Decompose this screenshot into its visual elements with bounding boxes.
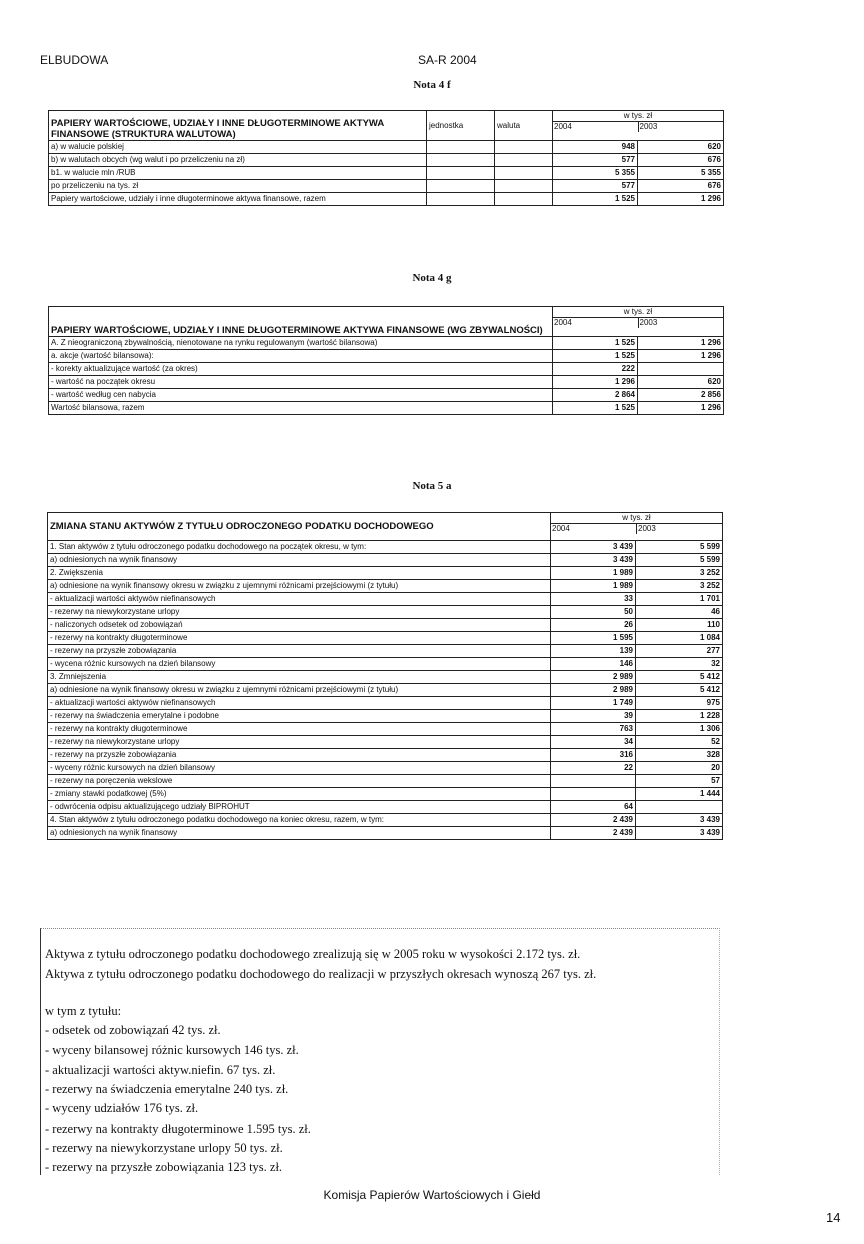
- row-label: - rezerwy na świadczenia emerytalne i podobne: [48, 710, 551, 723]
- value-2003: [636, 801, 723, 814]
- row-label: - rezerwy na poręczenia wekslowe: [48, 775, 551, 788]
- table-row: [48, 619, 723, 632]
- value-2004: 5 355: [553, 167, 638, 180]
- year-header: [551, 513, 723, 541]
- year-2003: 2003: [638, 122, 724, 132]
- table-row: [49, 167, 724, 180]
- row-label: 1. Stan aktywów z tytułu odroczonego podatku dochodowego na początek okresu, w tym:: [48, 541, 551, 554]
- value-2003: 1 296: [638, 402, 724, 415]
- value-2004: 577: [553, 154, 638, 167]
- tax-notes-box: [40, 928, 720, 1175]
- row-label: b1. w walucie mln /RUB: [49, 167, 427, 180]
- table-row: [49, 376, 724, 389]
- value-2004: 1 296: [553, 376, 638, 389]
- nota-5a-label: Nota 5 a: [412, 480, 452, 492]
- value-2003: 20: [636, 762, 723, 775]
- value-2004: 2 439: [551, 814, 636, 827]
- year-2003: 2003: [638, 318, 724, 328]
- note-line: Aktywa z tytułu odroczonego podatku dochodowego do realizacji w przyszłych okresach wynoszą 267 tys. zł.: [45, 967, 597, 981]
- units-label: w tys. zł: [553, 307, 723, 318]
- table-row: [49, 193, 724, 206]
- column-header-unit: jednostka: [427, 111, 495, 141]
- table-row: [48, 580, 723, 593]
- value-2003: 46: [636, 606, 723, 619]
- value-2004: 2 989: [551, 684, 636, 697]
- value-2003: 5 412: [636, 684, 723, 697]
- value-2003: 3 252: [636, 567, 723, 580]
- value-2003: 32: [636, 658, 723, 671]
- value-2004: 2 989: [551, 671, 636, 684]
- value-2004: 222: [553, 363, 638, 376]
- table-row: [48, 684, 723, 697]
- table-row: [48, 762, 723, 775]
- value-2004: 1 525: [553, 193, 638, 206]
- row-label: - rezerwy na niewykorzystane urlopy: [48, 736, 551, 749]
- empty-cell: [495, 180, 553, 193]
- value-2004: 1 749: [551, 697, 636, 710]
- value-2003: 1 296: [638, 193, 724, 206]
- table-row: [48, 567, 723, 580]
- page-number: 14: [826, 1210, 841, 1225]
- value-2004: 2 439: [551, 827, 636, 840]
- empty-cell: [495, 167, 553, 180]
- value-2003: 57: [636, 775, 723, 788]
- row-label: 4. Stan aktywów z tytułu odroczonego podatku dochodowego na koniec okresu, razem, w tym:: [48, 814, 551, 827]
- value-2004: [551, 788, 636, 801]
- table-row: [48, 814, 723, 827]
- table-row: [49, 363, 724, 376]
- row-label: a. akcje (wartość bilansowa):: [49, 350, 553, 363]
- column-header-currency: waluta: [495, 111, 553, 141]
- note-line: w tym z tytułu:: [45, 1004, 122, 1018]
- value-2003: 5 355: [638, 167, 724, 180]
- row-label: 3. Zmniejszenia: [48, 671, 551, 684]
- value-2004: 1 989: [551, 580, 636, 593]
- value-2004: 50: [551, 606, 636, 619]
- nota-4g-title: PAPIERY WARTOŚCIOWE, UDZIAŁY I INNE DŁUGOTERMINOWE AKTYWA FINANSOWE (WG ZBYWALNOŚCI): [49, 307, 553, 337]
- value-2003: 1 701: [636, 593, 723, 606]
- value-2004: 1 525: [553, 350, 638, 363]
- value-2003: 52: [636, 736, 723, 749]
- table-row: [48, 606, 723, 619]
- table-row: [49, 402, 724, 415]
- table-row: [49, 154, 724, 167]
- value-2004: 316: [551, 749, 636, 762]
- table-row: [48, 775, 723, 788]
- row-label: 2. Zwiększenia: [48, 567, 551, 580]
- value-2003: 1 296: [638, 337, 724, 350]
- value-2003: 3 439: [636, 814, 723, 827]
- value-2004: 34: [551, 736, 636, 749]
- year-2003: 2003: [636, 524, 722, 534]
- value-2004: 577: [553, 180, 638, 193]
- note-line: - rezerwy na przyszłe zobowiązania 123 tys. zł.: [45, 1160, 283, 1174]
- year-2004: 2004: [552, 524, 570, 533]
- note-line: - rezerwy na niewykorzystane urlopy 50 tys. zł.: [45, 1141, 283, 1155]
- row-label: - wartość na początek okresu: [49, 376, 553, 389]
- note-line: - odsetek od zobowiązań 42 tys. zł.: [45, 1023, 221, 1037]
- table-row: [49, 180, 724, 193]
- row-label: - zmiany stawki podatkowej (5%): [48, 788, 551, 801]
- value-2004: 26: [551, 619, 636, 632]
- value-2003: 1 306: [636, 723, 723, 736]
- empty-cell: [495, 154, 553, 167]
- year-2004: 2004: [554, 122, 572, 131]
- row-label: - rezerwy na przyszłe zobowiązania: [48, 749, 551, 762]
- value-2003: 5 599: [636, 541, 723, 554]
- value-2003: 1 228: [636, 710, 723, 723]
- row-label: - korekty aktualizujące wartość (za okres): [49, 363, 553, 376]
- value-2003: 277: [636, 645, 723, 658]
- value-2004: [551, 775, 636, 788]
- report-code: SA-R 2004: [418, 53, 477, 67]
- row-label: a) odniesione na wynik finansowy okresu w związku z ujemnymi różnicami przejściowymi (z tytułu): [48, 684, 551, 697]
- table-row: [48, 801, 723, 814]
- value-2003: 110: [636, 619, 723, 632]
- year-header: [553, 111, 724, 141]
- note-line: - wyceny udziałów 176 tys. zł.: [45, 1101, 199, 1115]
- table-row: [49, 350, 724, 363]
- footer-text: Komisja Papierów Wartościowych i Giełd: [323, 1188, 541, 1202]
- table-row: [48, 827, 723, 840]
- row-label: - odwrócenia odpisu aktualizującego udziały BIPROHUT: [48, 801, 551, 814]
- value-2003: 676: [638, 154, 724, 167]
- value-2003: 620: [638, 141, 724, 154]
- year-2004: 2004: [554, 318, 572, 327]
- value-2003: 1 296: [638, 350, 724, 363]
- value-2004: 2 864: [553, 389, 638, 402]
- empty-cell: [427, 193, 495, 206]
- note-line: - rezerwy na świadczenia emerytalne 240 tys. zł.: [45, 1082, 289, 1096]
- table-row: [48, 593, 723, 606]
- table-row: [48, 554, 723, 567]
- value-2003: 2 856: [638, 389, 724, 402]
- value-2004: 1 525: [553, 402, 638, 415]
- row-label: - rezerwy na kontrakty długoterminowe: [48, 723, 551, 736]
- units-label: w tys. zł: [553, 111, 723, 122]
- value-2004: 948: [553, 141, 638, 154]
- row-label: A. Z nieograniczoną zbywalnością, nienotowane na rynku regulowanym (wartość bilansowa): [49, 337, 553, 350]
- nota-4f-label: Nota 4 f: [413, 79, 451, 91]
- row-label: - wyceny różnic kursowych na dzień bilansowy: [48, 762, 551, 775]
- nota-4f-title: PAPIERY WARTOŚCIOWE, UDZIAŁY I INNE DŁUGOTERMINOWE AKTYWA FINANSOWE (STRUKTURA WALUTOWA): [49, 111, 427, 141]
- value-2003: 5 599: [636, 554, 723, 567]
- table-row: [48, 671, 723, 684]
- row-label: po przeliczeniu na tys. zł: [49, 180, 427, 193]
- table-row: [48, 645, 723, 658]
- value-2003: 3 252: [636, 580, 723, 593]
- row-label: - rezerwy na niewykorzystane urlopy: [48, 606, 551, 619]
- row-label: - rezerwy na kontrakty długoterminowe: [48, 632, 551, 645]
- value-2004: 763: [551, 723, 636, 736]
- value-2003: 1 444: [636, 788, 723, 801]
- value-2004: 1 595: [551, 632, 636, 645]
- nota-4f-table: [48, 110, 724, 206]
- row-label: b) w walutach obcych (wg walut i po przeliczeniu na zł): [49, 154, 427, 167]
- nota-4g-table: [48, 306, 724, 415]
- table-row: [48, 710, 723, 723]
- row-label: - rezerwy na przyszłe zobowiązania: [48, 645, 551, 658]
- row-label: a) odniesione na wynik finansowy okresu w związku z ujemnymi różnicami przejściowymi (z tytułu): [48, 580, 551, 593]
- value-2004: 22: [551, 762, 636, 775]
- value-2003: 5 412: [636, 671, 723, 684]
- row-label: - wycena różnic kursowych na dzień bilansowy: [48, 658, 551, 671]
- row-label: a) odniesionych na wynik finansowy: [48, 554, 551, 567]
- nota-4g-label: Nota 4 g: [412, 272, 452, 284]
- value-2004: 3 439: [551, 541, 636, 554]
- note-line: - wyceny bilansowej różnic kursowych 146 tys. zł.: [45, 1043, 299, 1057]
- company-name: ELBUDOWA: [40, 53, 109, 67]
- value-2004: 1 525: [553, 337, 638, 350]
- value-2003: 975: [636, 697, 723, 710]
- empty-cell: [495, 141, 553, 154]
- note-line: Aktywa z tytułu odroczonego podatku dochodowego zrealizują się w 2005 roku w wysokości 2.172 tys. zł.: [45, 947, 581, 961]
- note-line: - aktualizacji wartości aktyw.niefin. 67 tys. zł.: [45, 1063, 276, 1077]
- empty-cell: [427, 154, 495, 167]
- value-2004: 64: [551, 801, 636, 814]
- value-2004: 3 439: [551, 554, 636, 567]
- row-label: - wartość według cen nabycia: [49, 389, 553, 402]
- value-2003: 676: [638, 180, 724, 193]
- value-2003: 3 439: [636, 827, 723, 840]
- row-label: - aktualizacji wartości aktywów niefinansowych: [48, 593, 551, 606]
- value-2003: [638, 363, 724, 376]
- value-2004: 146: [551, 658, 636, 671]
- nota-5a-table: [47, 512, 723, 840]
- table-row: [48, 632, 723, 645]
- empty-cell: [495, 193, 553, 206]
- units-label: w tys. zł: [551, 513, 722, 524]
- table-row: [49, 141, 724, 154]
- value-2004: 33: [551, 593, 636, 606]
- nota-5a-title: ZMIANA STANU AKTYWÓW Z TYTUŁU ODROCZONEGO PODATKU DOCHODOWEGO: [48, 513, 551, 541]
- table-row: [48, 749, 723, 762]
- value-2004: 1 989: [551, 567, 636, 580]
- row-label: - aktualizacji wartości aktywów niefinansowych: [48, 697, 551, 710]
- value-2003: 620: [638, 376, 724, 389]
- row-label: - naliczonych odsetek od zobowiązań: [48, 619, 551, 632]
- table-row: [48, 658, 723, 671]
- table-row: [48, 697, 723, 710]
- empty-cell: [427, 167, 495, 180]
- table-row: [48, 723, 723, 736]
- empty-cell: [427, 141, 495, 154]
- table-row: [48, 788, 723, 801]
- value-2003: 1 084: [636, 632, 723, 645]
- table-row: [48, 541, 723, 554]
- table-row: [48, 736, 723, 749]
- empty-cell: [427, 180, 495, 193]
- year-header: [553, 307, 724, 337]
- row-label: a) odniesionych na wynik finansowy: [48, 827, 551, 840]
- row-label: Wartość bilansowa, razem: [49, 402, 553, 415]
- value-2003: 328: [636, 749, 723, 762]
- value-2004: 139: [551, 645, 636, 658]
- table-row: [49, 389, 724, 402]
- note-line: - rezerwy na kontrakty długoterminowe 1.595 tys. zł.: [45, 1122, 311, 1136]
- table-row: [49, 337, 724, 350]
- value-2004: 39: [551, 710, 636, 723]
- row-label: Papiery wartościowe, udziały i inne długoterminowe aktywa finansowe, razem: [49, 193, 427, 206]
- row-label: a) w walucie polskiej: [49, 141, 427, 154]
